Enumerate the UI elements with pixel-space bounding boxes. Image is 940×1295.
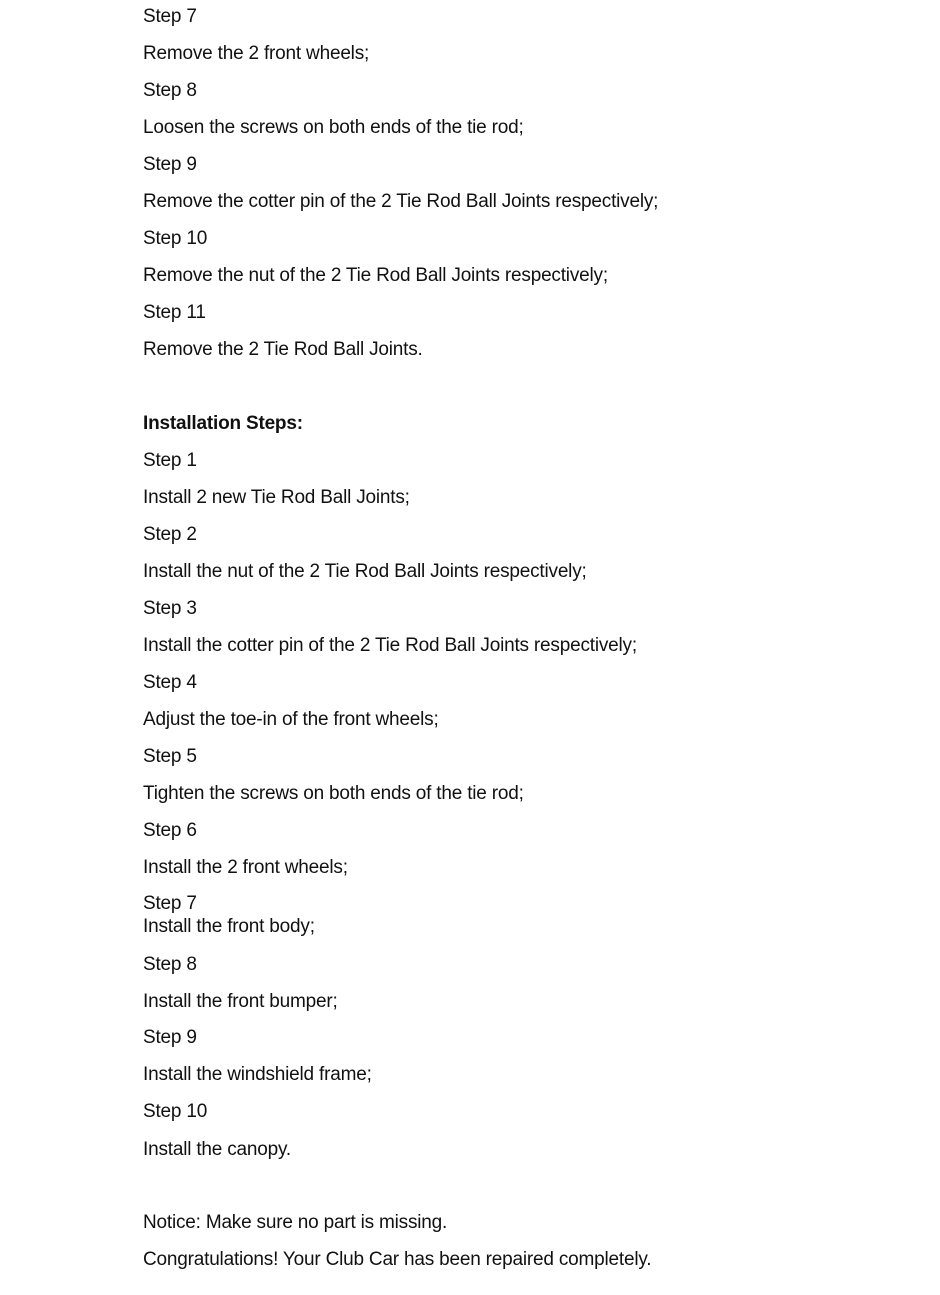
install-step-7-label: Step 7 bbox=[143, 893, 197, 914]
install-step-4-text: Adjust the toe-in of the front wheels; bbox=[143, 709, 439, 730]
removal-step-11-text: Remove the 2 Tie Rod Ball Joints. bbox=[143, 339, 423, 360]
install-step-3-text: Install the cotter pin of the 2 Tie Rod Ball Joints respectively; bbox=[143, 635, 637, 656]
install-step-3-label: Step 3 bbox=[143, 598, 197, 619]
install-step-5-label: Step 5 bbox=[143, 746, 197, 767]
install-step-8-text: Install the front bumper; bbox=[143, 991, 338, 1012]
install-step-6-label: Step 6 bbox=[143, 820, 197, 841]
installation-heading: Installation Steps: bbox=[143, 413, 303, 434]
removal-step-7-text: Remove the 2 front wheels; bbox=[143, 43, 370, 64]
removal-step-8-text: Loosen the screws on both ends of the tie rod; bbox=[143, 117, 524, 138]
install-step-9-label: Step 9 bbox=[143, 1027, 197, 1048]
removal-step-11-label: Step 11 bbox=[143, 302, 206, 323]
removal-step-9-label: Step 9 bbox=[143, 154, 197, 175]
notice-text: Notice: Make sure no part is missing. bbox=[143, 1212, 448, 1233]
congratulations-text: Congratulations! Your Club Car has been repaired completely. bbox=[143, 1249, 652, 1270]
install-step-2-label: Step 2 bbox=[143, 524, 197, 545]
install-step-1-label: Step 1 bbox=[143, 450, 197, 471]
removal-step-7-label: Step 7 bbox=[143, 6, 197, 27]
install-step-2-text: Install the nut of the 2 Tie Rod Ball Joints respectively; bbox=[143, 561, 587, 582]
install-step-6-text: Install the 2 front wheels; bbox=[143, 857, 348, 878]
removal-step-10-label: Step 10 bbox=[143, 228, 208, 249]
install-step-8-label: Step 8 bbox=[143, 954, 197, 975]
install-step-4-label: Step 4 bbox=[143, 672, 197, 693]
install-step-5-text: Tighten the screws on both ends of the tie rod; bbox=[143, 783, 524, 804]
install-step-7-text: Install the front body; bbox=[143, 916, 315, 937]
removal-step-10-text: Remove the nut of the 2 Tie Rod Ball Joints respectively; bbox=[143, 265, 608, 286]
install-step-9-text: Install the windshield frame; bbox=[143, 1064, 372, 1085]
removal-step-8-label: Step 8 bbox=[143, 80, 197, 101]
install-step-1-text: Install 2 new Tie Rod Ball Joints; bbox=[143, 487, 410, 508]
install-step-10-label: Step 10 bbox=[143, 1101, 208, 1122]
removal-step-9-text: Remove the cotter pin of the 2 Tie Rod Ball Joints respectively; bbox=[143, 191, 659, 212]
install-step-10-text: Install the canopy. bbox=[143, 1139, 291, 1160]
